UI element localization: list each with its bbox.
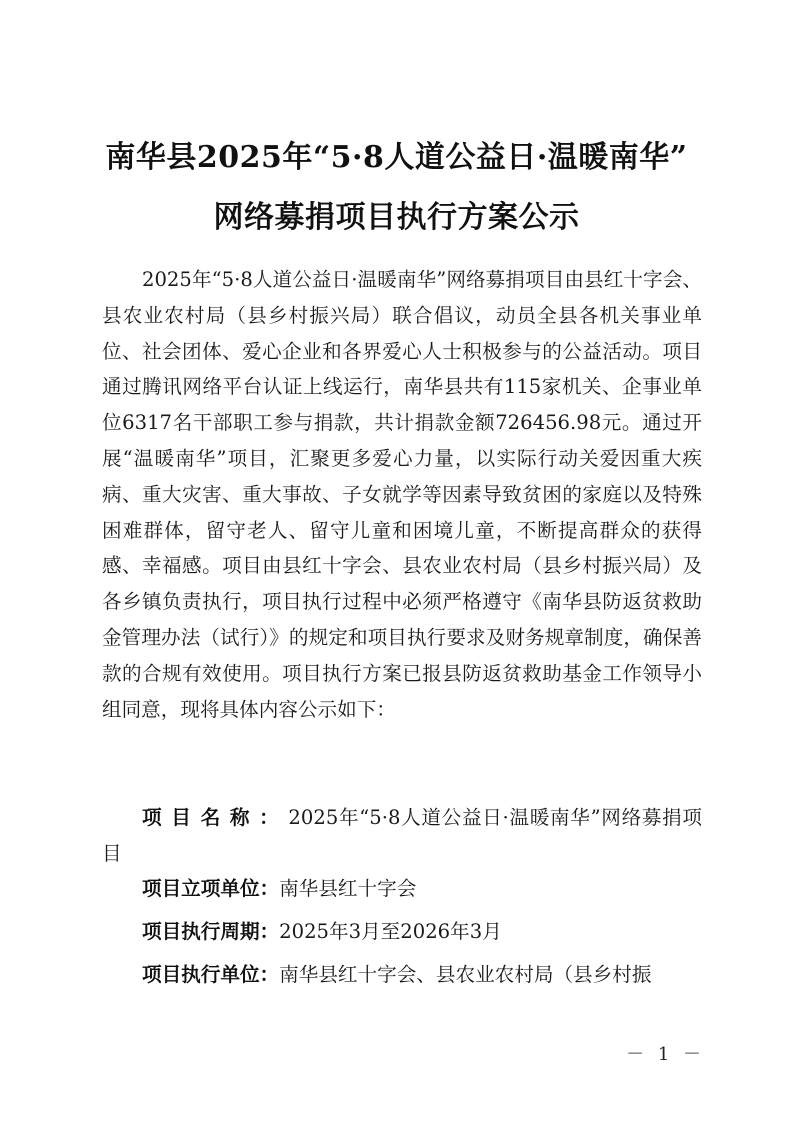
execution-period-field [102, 914, 702, 950]
project-name-label: 项目名称： [142, 806, 289, 829]
page-number: － 1 － [626, 1044, 705, 1065]
executing-unit-field [102, 957, 702, 993]
body-paragraph: 2025年“5·8人道公益日·温暖南华”网络募捐项目由县红十字会、县农业农村局（县乡村振兴局）联合倡议，动员全县各机关事业单位、社会团体、爱心企业和各界爱心人士积极参与的公益活动。项目通过腾讯网络平台认证上线运行，南华县共有115家机关、企事业单位6317名干部职工参与捐款，共计捐款金额726456.98元。通过开展“温暖南华”项目，汇聚更多爱心力量，以实际行动关爱因重大疾病、重大灾害、重大事故、子女就学等因素导致贫困的家庭以及特殊困难群体，留守老人、留守儿童和困境儿童，不断提高群众的获得感、幸福感。项目由县红十字会、县农业农村局（县乡村振兴局）及各乡镇负责执行，项目执行过程中必须严格遵守《南华县防返贫救助金管理办法（试行）》的规定和项目执行要求及财务规章制度，确保善款的合规有效使用。项目执行方案已报县防返贫救助基金工作领导小组同意，现将具体内容公示如下： [102, 268, 702, 721]
executing-unit-value: 南华县红十字会、县农业农村局（县乡村振 [279, 963, 652, 986]
execution-period-label: 项目执行周期： [142, 920, 280, 943]
execution-period-value: 2025年3月至2026年3月 [279, 920, 502, 943]
establishing-unit-label: 项目立项单位： [142, 877, 280, 900]
establishing-unit-field [102, 871, 702, 907]
document-title-line-1: 南华县2025年“5·8人道公益日·温暖南华” [105, 140, 688, 175]
establishing-unit-value: 南华县红十字会 [279, 877, 417, 900]
project-name-field [102, 800, 702, 872]
project-name-value: 2025年“5·8人道公益日·温暖南华”网络募捐项目 [102, 806, 703, 865]
document-title-line-2: 网络募捐项目执行方案公示 [213, 200, 580, 235]
executing-unit-label: 项目执行单位： [142, 963, 280, 986]
